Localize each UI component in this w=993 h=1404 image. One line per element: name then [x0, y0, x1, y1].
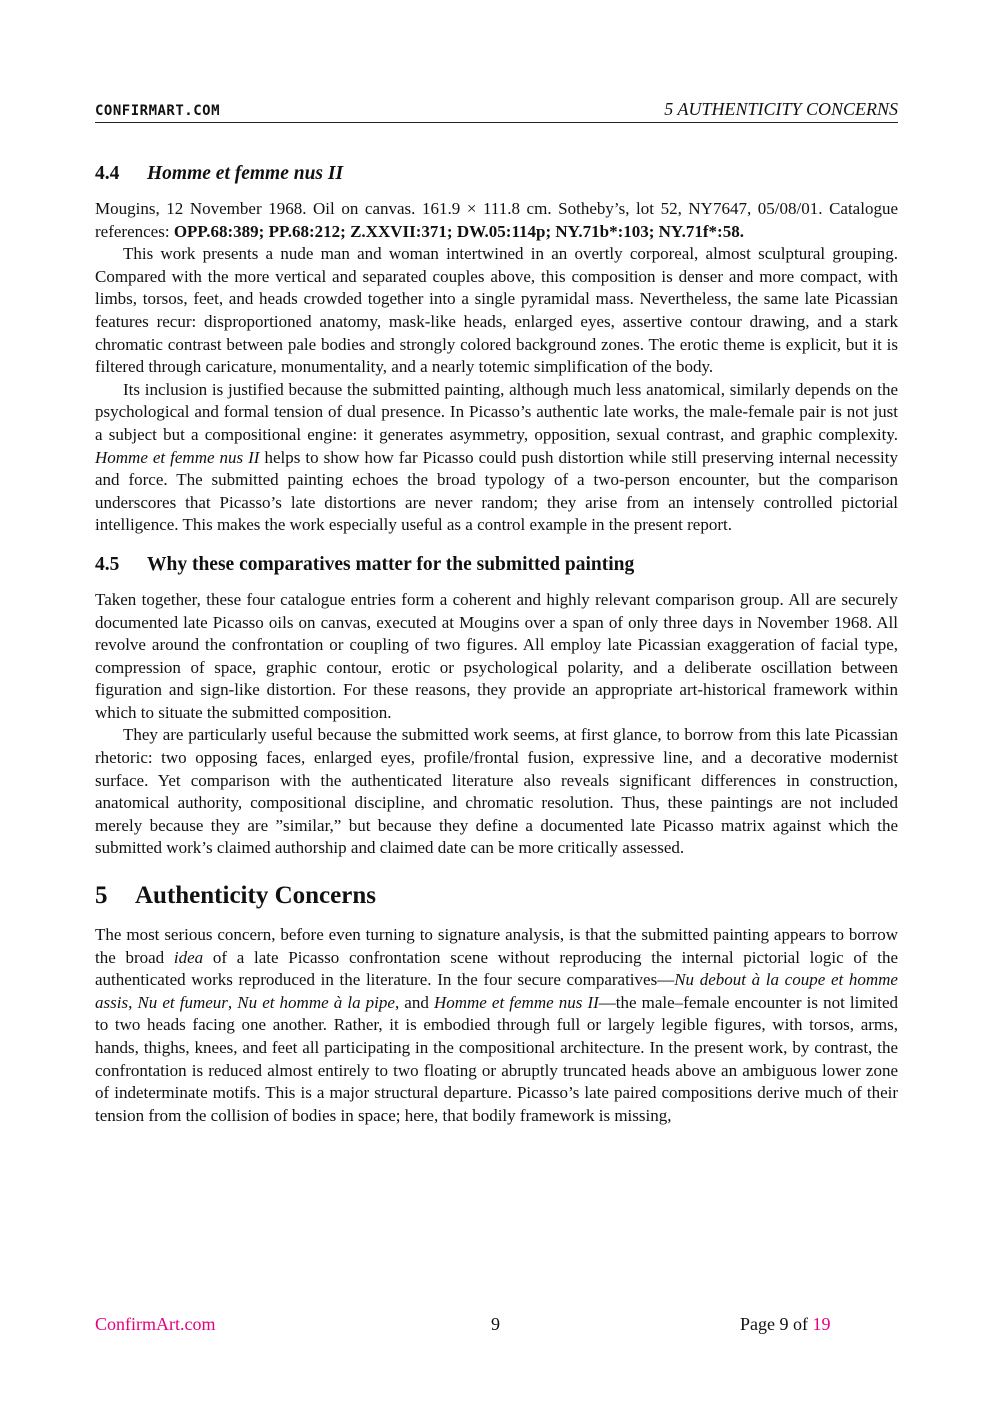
paragraph — [95, 924, 898, 1127]
footer-page-number: 9 — [491, 1314, 500, 1334]
section-heading-4-4 — [95, 160, 898, 188]
artwork-title: Nu et homme à la pipe — [237, 992, 395, 1012]
text-run: , and — [394, 992, 434, 1012]
catalogue-references: OPP.68:389; PP.68:212; Z.XXVII:371; DW.05:114p; NY.71b*:103; NY.71f*:58. — [173, 221, 744, 241]
paragraph: They are particularly useful because the submitted work seems, at first glance, to borrow from this late Picassian rhetoric: two opposing faces, enlarged eyes, profile/frontal fusion, expressive line, and a decorative modernist surface. Yet comparison with the authenticated literature also reveals significant differences in construction, anatomical authority, compositional discipline, and chromatic resolution. Thus, these paintings are not included merely because they are ”similar,” but because they define a documented late Picasso matrix against which the submitted work’s claimed authorship and claimed date can be more critically assessed. — [95, 725, 898, 858]
text-run: , — [128, 992, 138, 1012]
section-title: Why these comparatives matter for the submitted painting — [147, 553, 635, 575]
emphasis: idea — [173, 947, 204, 967]
footer-site-link[interactable]: ConfirmArt.com — [95, 1314, 216, 1334]
running-title: 5 AUTHENTICITY CONCERNS — [664, 99, 898, 119]
section-heading-5 — [95, 880, 898, 912]
paragraph: Taken together, these four catalogue entries form a coherent and highly relevant comparison group. All are securely documented late Picasso oils on canvas, executed at Mougins over a span of only three days in November 1968. All revolve around the confrontation or coupling of two figures. All employ late Picassian exaggeration of facial type, compression of space, graphic contour, erotic or psychological polarity, and a deliberate oscillation between figuration and sign-like distortion. For these reasons, they provide an appropriate art-historical framework within which to situate the submitted composition. — [95, 589, 898, 722]
artwork-title: Homme et femme nus II — [95, 447, 260, 467]
text-run: —the male–female encounter is not limited to two heads facing one another. Rather, it is embodied through full or largely legible figures, with torsos, arms, hands, thighs, knees, and feet all participating in the compositional architecture. In the present work, by contrast, the confrontation is reduced almost entirely to two floating or abruptly truncated heads above an ambiguous lower zone of indeterminate motifs. This is a major structural departure. Picasso’s late paired compositions derive much of their tension from the collision of bodies in space; here, that bodily framework is missing, — [95, 992, 899, 1125]
artwork-title: Homme et femme nus II — [433, 992, 599, 1012]
section-title: Authenticity Concerns — [135, 882, 376, 910]
section-number: 5 — [95, 882, 108, 910]
page-label: Page 9 of — [740, 1314, 813, 1334]
page-header — [95, 98, 898, 123]
section-number: 4.4 — [95, 163, 120, 184]
meta-text: Mougins, 12 November 1968. Oil on canvas. 161.9 × 111.8 cm. Sotheby’s, lot 52, NY7647, 05/08/01. Catalogue references: — [95, 199, 898, 241]
text-run: The most serious concern, before even turning to signature analysis, is that the submitted painting appears to borrow the broad — [95, 925, 898, 967]
paragraph: This work presents a nude man and woman intertwined in an overtly corporeal, almost sculptural grouping. Compared with the more vertical and separated couples above, this composition is denser and more compact, with limbs, torsos, feet, and heads crowded together into a single pyramidal mass. Nevertheless, the same late Picassian features recur: disproportioned anatomy, mask-like heads, enlarged eyes, assertive contour drawing, and a stark chromatic contrast between pale bodies and strongly colored background zones. The erotic theme is explicit, but it is filtered through caricature, monumentality, and a nearly totemic simplification of the body. — [95, 244, 898, 377]
footer-page-count — [740, 1314, 830, 1335]
total-pages-link[interactable]: 19 — [812, 1314, 831, 1334]
section-heading-4-5 — [95, 551, 898, 579]
section-number: 4.5 — [95, 553, 120, 575]
text-run: , — [227, 992, 238, 1012]
brand-logo: CONFIRMART.COM — [95, 103, 221, 119]
artwork-title: Nu debout à la coupe et homme assis — [95, 970, 898, 1012]
page-footer — [95, 1314, 898, 1340]
text-run: Its inclusion is justified because the submitted painting, although much less anatomical, similarly depends on the psychological and formal tension of dual presence. In Picasso’s authentic late works, the male-female pair is not just a subject but a compositional engine: it generates asymmetry, opposition, sexual contrast, and graphic complexity. — [95, 379, 898, 444]
artwork-title: Nu et fumeur — [137, 992, 228, 1012]
text-run: helps to show how far Picasso could push distortion while still preserving internal necessity and force. The submitted painting echoes the broad typology of a two-person encounter, but the comparison underscores that Picasso’s late distortions are never random; they arise from an intensely controlled pictorial intelligence. This makes the work especially useful as a control example in the present report. — [95, 447, 898, 535]
catalogue-meta — [95, 198, 898, 243]
section-title: Homme et femme nus II — [147, 163, 344, 184]
paragraph — [95, 379, 898, 537]
text-run: of a late Picasso confrontation scene without reproducing the internal pictorial logic of the authenticated works reproduced in the literature. In the four secure comparatives— — [95, 947, 898, 990]
page-content — [95, 160, 898, 1127]
